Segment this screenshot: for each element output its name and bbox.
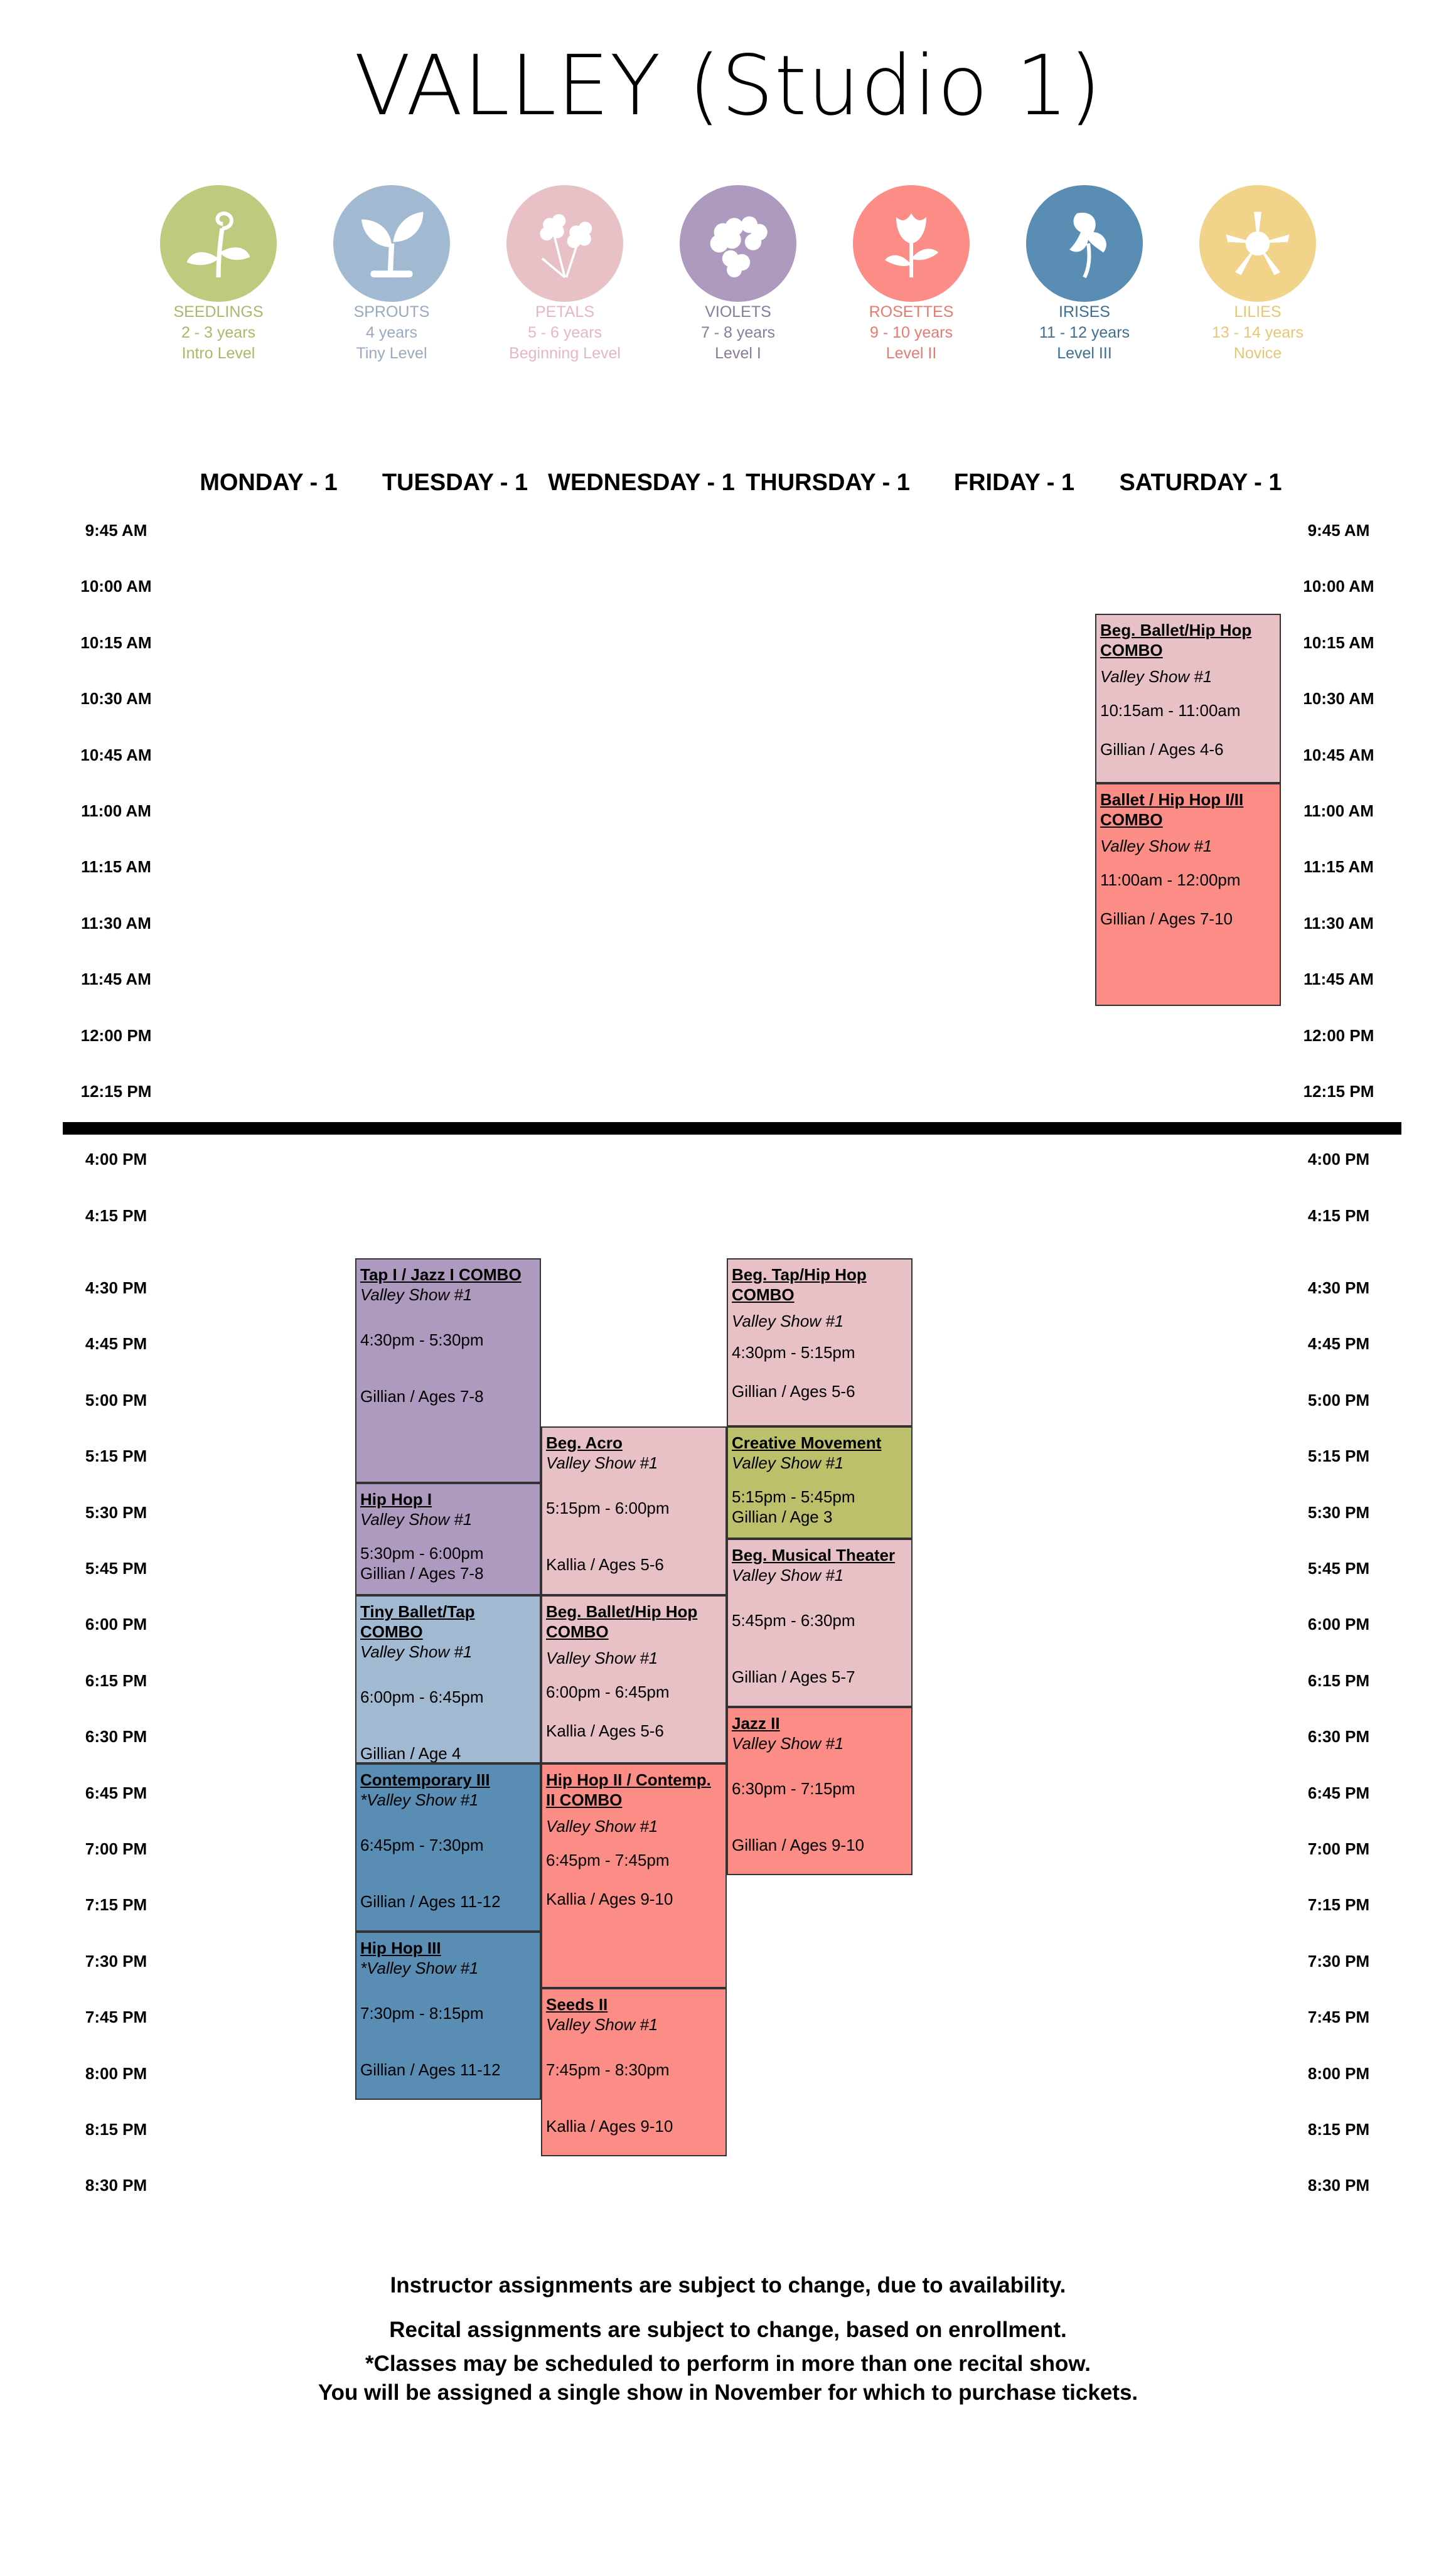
time-label-right: 12:00 PM — [1303, 1025, 1374, 1045]
class-name: Hip Hop III — [360, 1939, 441, 1957]
time-label-left: 12:15 PM — [80, 1082, 152, 1101]
level-name: SPROUTS — [353, 303, 430, 321]
time-label-left: 6:30 PM — [85, 1727, 147, 1747]
class-instructor: Gillian / Ages 5-7 — [732, 1667, 855, 1686]
class-show: Valley Show #1 — [546, 2015, 658, 2034]
class-time: 11:00am - 12:00pm — [1100, 870, 1241, 889]
time-label-right: 6:00 PM — [1307, 1615, 1370, 1634]
class-instructor: Kallia / Ages 9-10 — [546, 1890, 673, 1908]
class-name: Hip Hop II / Contemp. II COMBO — [546, 1770, 711, 1809]
time-label-left: 5:30 PM — [85, 1502, 147, 1522]
time-label-left: 8:15 PM — [85, 2120, 147, 2139]
class-instructor: Gillian / Ages 7-8 — [360, 1387, 484, 1406]
sprout-curl-icon — [160, 185, 277, 302]
class-block[interactable] — [355, 1932, 541, 2100]
class-instructor: Gillian / Ages 11-12 — [360, 1892, 501, 1911]
class-show: Valley Show #1 — [732, 1734, 844, 1753]
time-label-right: 4:15 PM — [1307, 1206, 1370, 1225]
class-block[interactable] — [541, 1988, 727, 2156]
class-block[interactable] — [727, 1707, 913, 1875]
note-multiple-shows: *Classes may be scheduled to perform in more than one recital show. — [365, 2351, 1091, 2376]
section-divider — [63, 1122, 1401, 1135]
time-label-right: 7:15 PM — [1307, 1895, 1370, 1915]
class-name: Creative Movement — [732, 1433, 882, 1452]
class-instructor: Gillian / Ages 4-6 — [1100, 740, 1224, 759]
class-time: 7:30pm - 8:15pm — [360, 2004, 484, 2023]
page-title: VALLEY (Studio 1) — [354, 38, 1102, 134]
time-label-right: 10:30 AM — [1303, 689, 1374, 709]
class-show: Valley Show #1 — [732, 1453, 844, 1472]
level-label: Level II — [886, 345, 937, 362]
class-name: Beg. Tap/Hip Hop COMBO — [732, 1265, 867, 1304]
class-name: Beg. Musical Theater — [732, 1546, 896, 1565]
level-age: 5 - 6 years — [527, 324, 602, 341]
day-header-wednesday: WEDNESDAY - 1 — [548, 469, 735, 496]
class-instructor: Gillian / Ages 7-10 — [1100, 909, 1233, 928]
sprout-icon — [333, 185, 450, 302]
time-label-right: 10:45 AM — [1303, 745, 1374, 764]
day-header-tuesday: TUESDAY - 1 — [382, 469, 528, 496]
class-block[interactable] — [355, 1595, 541, 1763]
class-name: Tap I / Jazz I COMBO — [360, 1265, 522, 1284]
time-label-right: 5:30 PM — [1307, 1502, 1370, 1522]
class-time: 5:45pm - 6:30pm — [732, 1611, 855, 1630]
level-age: 11 - 12 years — [1039, 324, 1130, 341]
class-block[interactable] — [727, 1258, 913, 1426]
class-show: Valley Show #1 — [360, 1285, 473, 1304]
time-label-right: 7:00 PM — [1307, 1839, 1370, 1858]
time-label-left: 10:30 AM — [80, 689, 152, 709]
time-label-right: 10:15 AM — [1303, 633, 1374, 652]
class-block[interactable] — [355, 1763, 541, 1932]
class-name: Ballet / Hip Hop I/II COMBO — [1100, 790, 1244, 829]
time-label-right: 12:15 PM — [1303, 1082, 1374, 1101]
class-time: 6:00pm - 6:45pm — [360, 1688, 484, 1706]
class-block[interactable] — [355, 1258, 541, 1483]
class-instructor: Gillian / Ages 9-10 — [732, 1836, 865, 1854]
time-label-left: 12:00 PM — [80, 1025, 152, 1045]
time-label-right: 11:45 AM — [1303, 970, 1374, 989]
time-label-left: 7:45 PM — [85, 2008, 147, 2027]
class-show: Valley Show #1 — [360, 1642, 473, 1661]
time-label-left: 10:15 AM — [80, 633, 152, 652]
class-show: Valley Show #1 — [732, 1312, 844, 1330]
class-time: 5:30pm - 6:00pm — [360, 1544, 484, 1563]
day-header-saturday: SATURDAY - 1 — [1119, 469, 1282, 496]
level-lilies — [1189, 185, 1327, 364]
time-label-right: 8:00 PM — [1307, 2063, 1370, 2083]
class-instructor: Kallia / Ages 9-10 — [546, 2117, 673, 2136]
time-label-left: 11:15 AM — [81, 857, 151, 877]
time-label-left: 7:00 PM — [85, 1839, 147, 1858]
time-label-left: 7:15 PM — [85, 1895, 147, 1915]
time-label-right: 5:00 PM — [1307, 1390, 1370, 1410]
time-label-left: 4:45 PM — [85, 1334, 147, 1354]
time-label-right: 11:30 AM — [1303, 913, 1374, 933]
time-label-left: 11:30 AM — [81, 913, 151, 933]
class-name: Beg. Ballet/Hip Hop COMBO — [546, 1602, 698, 1641]
violet-icon — [680, 185, 796, 302]
day-header-monday: MONDAY - 1 — [200, 469, 338, 496]
level-seedlings — [149, 185, 287, 364]
class-instructor: Gillian / Ages 5-6 — [732, 1382, 855, 1401]
class-show: Valley Show #1 — [1100, 667, 1212, 686]
time-label-left: 5:45 PM — [85, 1559, 147, 1578]
time-label-left: 9:45 AM — [85, 521, 147, 540]
class-time: 5:15pm - 6:00pm — [546, 1499, 670, 1517]
note-recital: Recital assignments are subject to change, based on enrollment. — [389, 2318, 1067, 2342]
level-label: Beginning Level — [509, 345, 621, 362]
level-age: 7 - 8 years — [700, 324, 776, 341]
time-label-right: 11:00 AM — [1303, 801, 1374, 820]
time-label-right: 11:15 AM — [1303, 857, 1374, 877]
class-show: *Valley Show #1 — [360, 1959, 479, 1977]
time-label-right: 6:15 PM — [1307, 1671, 1370, 1690]
iris-icon — [1026, 185, 1143, 302]
class-show: Valley Show #1 — [546, 1453, 658, 1472]
time-label-left: 10:00 AM — [80, 577, 152, 596]
time-label-left: 4:00 PM — [85, 1150, 147, 1169]
note-instructor: Instructor assignments are subject to change, due to availability. — [390, 2273, 1066, 2298]
level-age: 13 - 14 years — [1212, 324, 1303, 341]
flowers-icon — [506, 185, 623, 302]
class-block[interactable] — [1095, 783, 1281, 1006]
time-label-left: 6:00 PM — [85, 1615, 147, 1634]
class-time: 10:15am - 11:00am — [1100, 701, 1241, 720]
level-age: 9 - 10 years — [869, 324, 953, 341]
class-instructor: Kallia / Ages 5-6 — [546, 1555, 664, 1574]
level-name: PETALS — [535, 303, 595, 321]
time-label-right: 6:30 PM — [1307, 1727, 1370, 1747]
time-label-right: 5:15 PM — [1307, 1447, 1370, 1466]
time-label-right: 7:45 PM — [1307, 2008, 1370, 2027]
class-show: Valley Show #1 — [1100, 837, 1212, 855]
class-time: 4:30pm - 5:15pm — [732, 1343, 855, 1362]
time-label-right: 7:30 PM — [1307, 1951, 1370, 1971]
class-block[interactable] — [541, 1595, 727, 1763]
class-instructor: Kallia / Ages 5-6 — [546, 1721, 664, 1740]
class-show: Valley Show #1 — [546, 1817, 658, 1836]
class-time: 6:45pm - 7:45pm — [546, 1851, 670, 1870]
time-label-left: 6:15 PM — [85, 1671, 147, 1690]
class-block[interactable] — [541, 1763, 727, 1988]
level-violets — [669, 185, 807, 364]
day-header-friday: FRIDAY - 1 — [953, 469, 1075, 496]
level-age: 4 years — [366, 324, 417, 341]
level-age: 2 - 3 years — [181, 324, 256, 341]
day-header-thursday: THURSDAY - 1 — [746, 469, 910, 496]
time-label-right: 6:45 PM — [1307, 1783, 1370, 1802]
time-label-left: 11:45 AM — [81, 970, 151, 989]
time-label-right: 8:15 PM — [1307, 2120, 1370, 2139]
class-show: Valley Show #1 — [732, 1566, 844, 1585]
time-label-right: 4:00 PM — [1307, 1150, 1370, 1169]
class-block[interactable] — [1095, 614, 1281, 783]
level-name: VIOLETS — [705, 303, 771, 321]
time-label-left: 8:00 PM — [85, 2063, 147, 2083]
class-instructor: Gillian / Age 4 — [360, 1744, 461, 1763]
level-name: IRISES — [1059, 303, 1110, 321]
class-name: Hip Hop I — [360, 1490, 432, 1509]
level-label: Novice — [1233, 345, 1282, 362]
class-show: Valley Show #1 — [360, 1510, 473, 1529]
level-label: Level III — [1057, 345, 1112, 362]
time-label-left: 11:00 AM — [81, 801, 151, 820]
level-label: Tiny Level — [356, 345, 427, 362]
class-name: Seeds II — [546, 1995, 608, 2014]
time-label-left: 4:15 PM — [85, 1206, 147, 1225]
time-label-right: 9:45 AM — [1307, 521, 1370, 540]
time-label-left: 6:45 PM — [85, 1783, 147, 1802]
rose-icon — [853, 185, 970, 302]
note-tickets: You will be assigned a single show in November for which to purchase tickets. — [318, 2380, 1138, 2405]
time-label-right: 4:30 PM — [1307, 1278, 1370, 1297]
time-label-left: 8:30 PM — [85, 2176, 147, 2195]
class-block[interactable] — [727, 1539, 913, 1707]
time-label-right: 4:45 PM — [1307, 1334, 1370, 1354]
class-time: 4:30pm - 5:30pm — [360, 1330, 484, 1349]
lily-icon — [1199, 185, 1316, 302]
class-block[interactable] — [541, 1426, 727, 1595]
class-time: 5:15pm - 5:45pm — [732, 1487, 855, 1506]
class-show: *Valley Show #1 — [360, 1790, 479, 1809]
level-name: LILIES — [1234, 303, 1282, 321]
class-time: 6:45pm - 7:30pm — [360, 1836, 484, 1854]
class-name: Jazz II — [732, 1714, 780, 1733]
time-label-right: 8:30 PM — [1307, 2176, 1370, 2195]
time-label-left: 7:30 PM — [85, 1951, 147, 1971]
time-label-right: 10:00 AM — [1303, 577, 1374, 596]
level-label: Intro Level — [181, 345, 255, 362]
class-instructor: Gillian / Age 3 — [732, 1507, 833, 1526]
time-label-right: 5:45 PM — [1307, 1559, 1370, 1578]
class-time: 6:00pm - 6:45pm — [546, 1682, 670, 1701]
class-show: Valley Show #1 — [546, 1649, 658, 1667]
time-label-left: 10:45 AM — [80, 745, 152, 764]
class-name: Beg. Ballet/Hip Hop COMBO — [1100, 621, 1252, 660]
level-name: SEEDLINGS — [173, 303, 264, 321]
level-label: Level I — [715, 345, 761, 362]
time-label-left: 5:00 PM — [85, 1390, 147, 1410]
class-name: Contemporary III — [360, 1770, 490, 1789]
time-label-left: 5:15 PM — [85, 1447, 147, 1466]
level-sprouts — [323, 185, 461, 364]
class-block[interactable] — [727, 1426, 913, 1539]
class-time: 7:45pm - 8:30pm — [546, 2060, 670, 2079]
level-petals — [496, 185, 634, 364]
class-instructor: Gillian / Ages 7-8 — [360, 1564, 484, 1583]
class-instructor: Gillian / Ages 11-12 — [360, 2060, 501, 2079]
time-label-left: 4:30 PM — [85, 1278, 147, 1297]
level-name: ROSETTES — [869, 303, 954, 321]
level-irises — [1015, 185, 1154, 364]
class-block[interactable] — [355, 1483, 541, 1595]
class-time: 6:30pm - 7:15pm — [732, 1779, 855, 1798]
class-name: Tiny Ballet/Tap COMBO — [360, 1602, 475, 1641]
level-rosettes — [842, 185, 980, 364]
class-name: Beg. Acro — [546, 1433, 623, 1452]
